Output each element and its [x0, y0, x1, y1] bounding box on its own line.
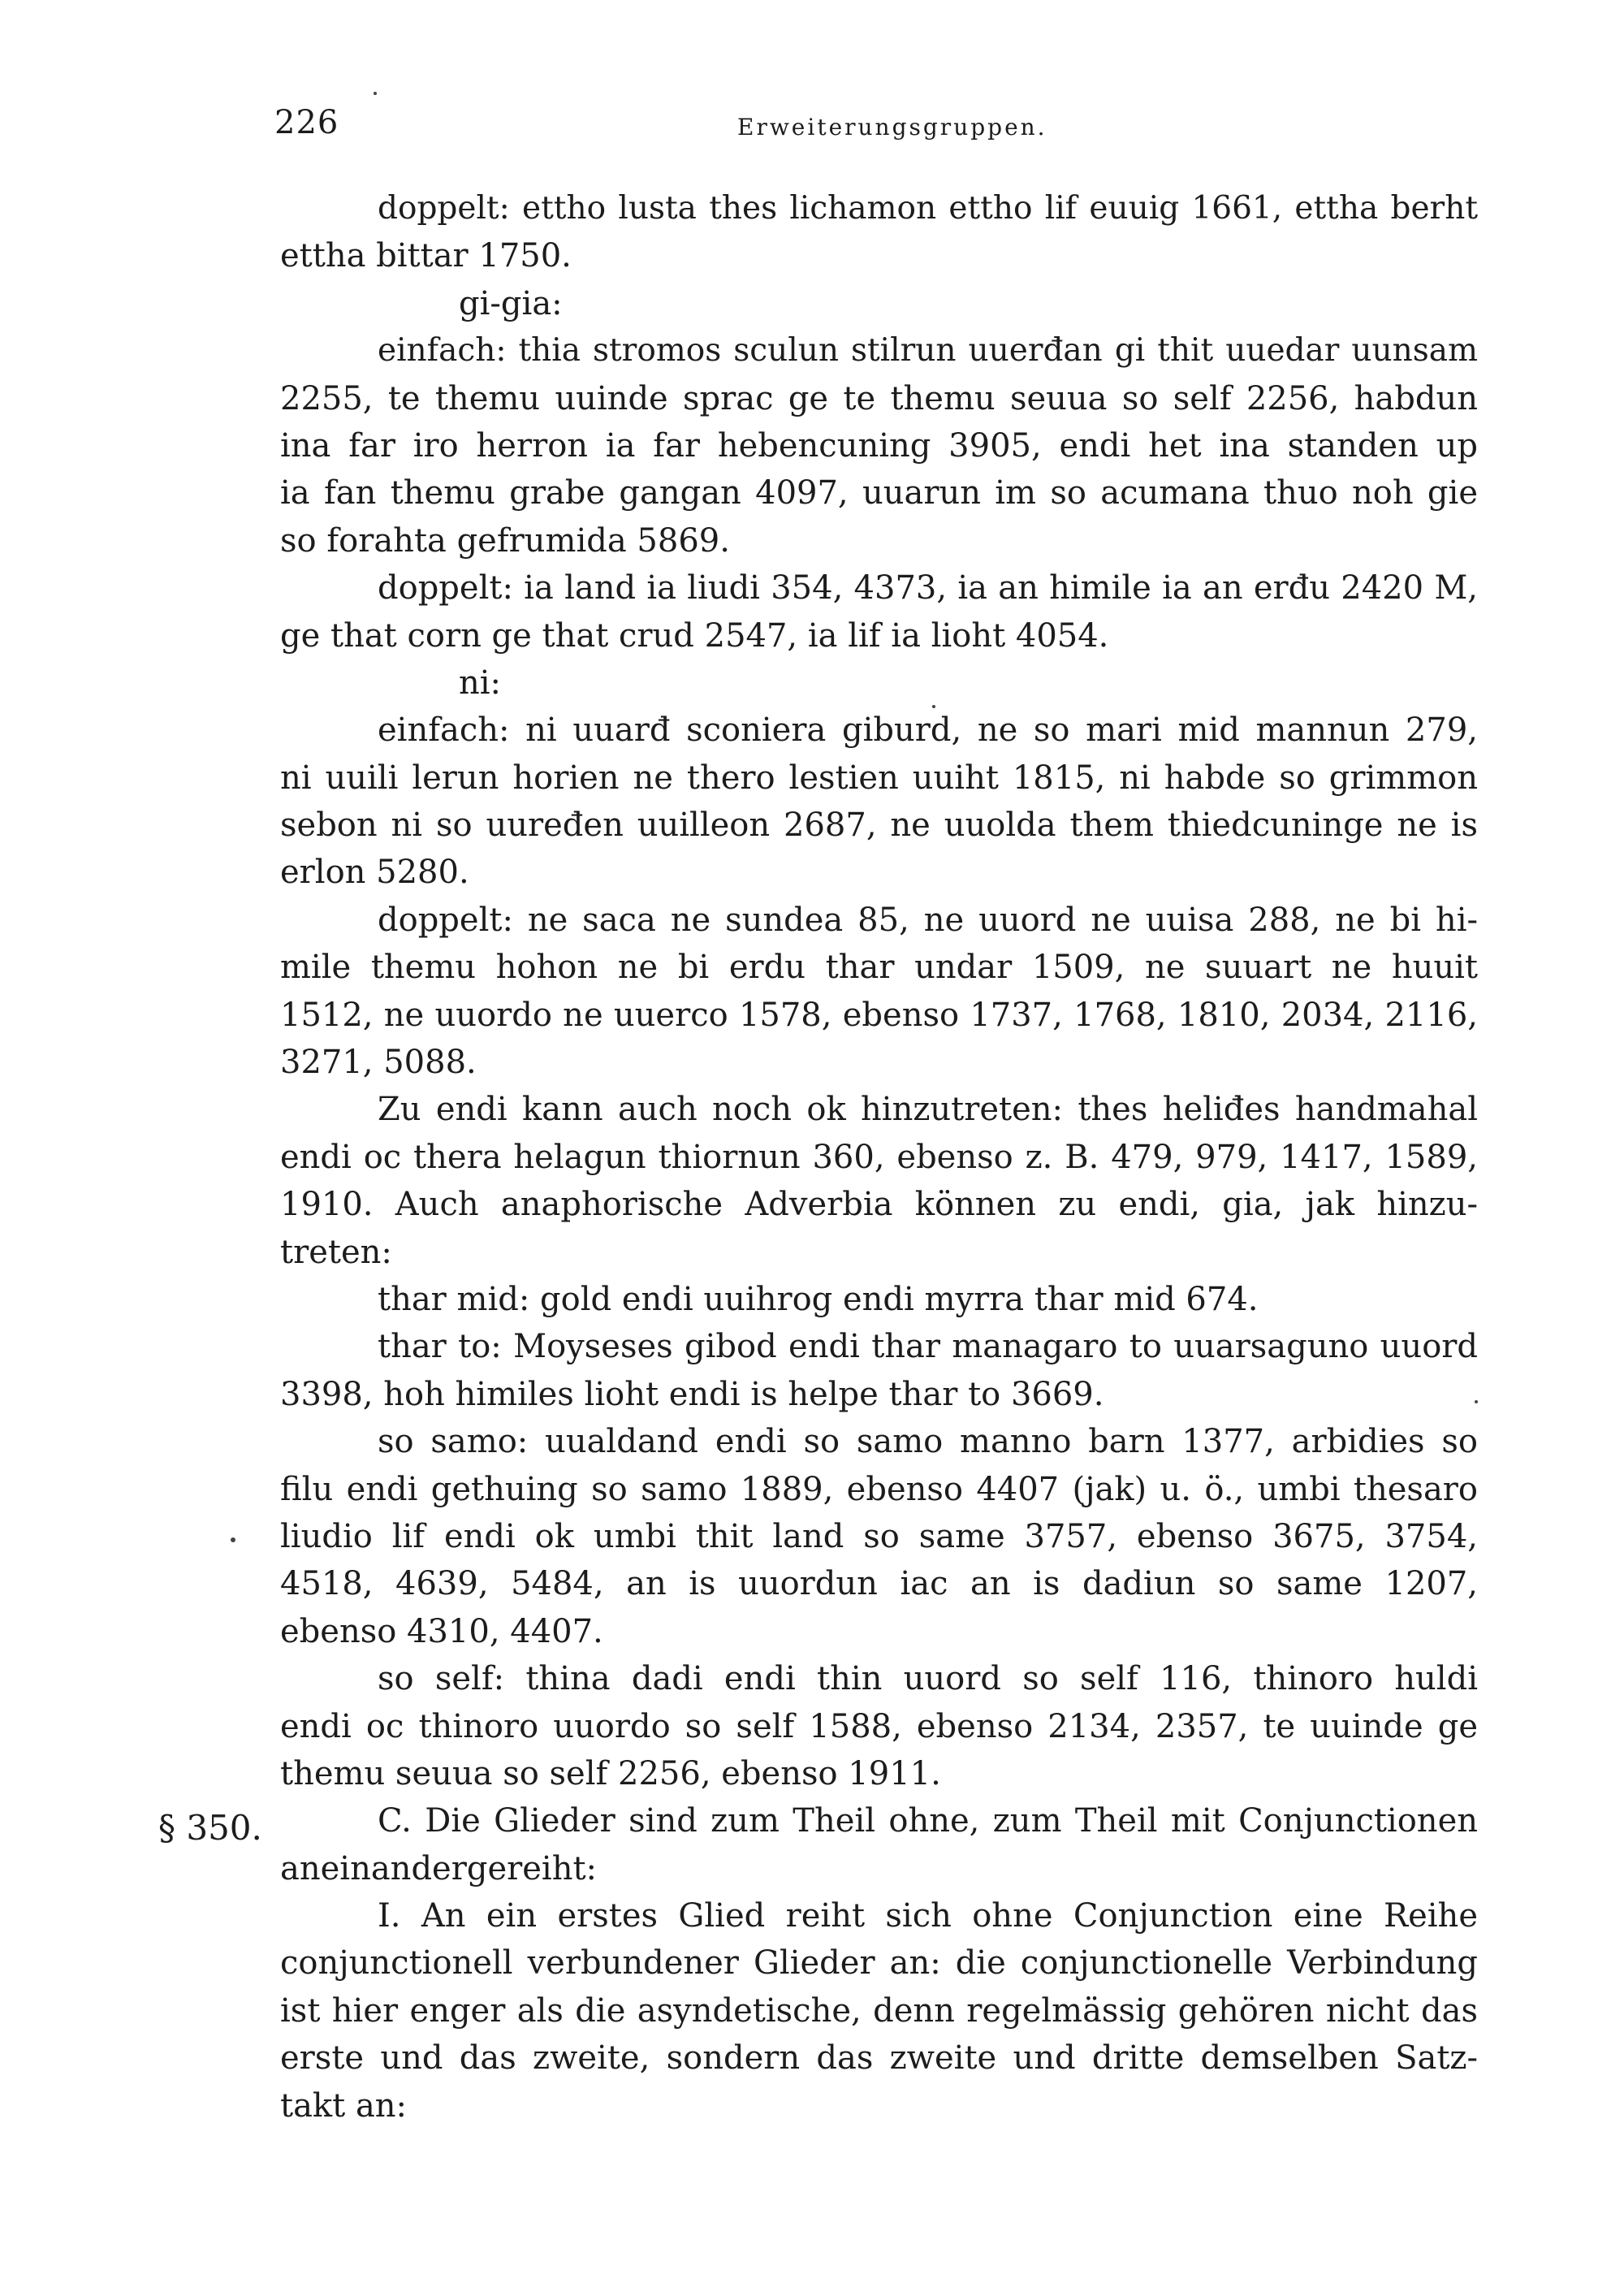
page-header [274, 104, 1478, 153]
text-line: thar to: Moyseses gibod endi thar managaro to uuarsaguno uuord [378, 1328, 1478, 1366]
print-speck [231, 1537, 235, 1542]
text-line: einfach: ni uuarđ sconiera giburd, ne so mari mid mannun 279, [378, 711, 1478, 750]
text-line: doppelt: ia land ia liudi 354, 4373, ia an himile ia an erđu 2420 M, [378, 569, 1478, 608]
page-number: 226 [274, 104, 339, 141]
text-line: so samo: uualdand endi so samo manno barn 1377, arbidies so [378, 1423, 1478, 1461]
section-number: § 350. [158, 1808, 262, 1848]
print-speck [932, 705, 935, 708]
text-line: ia fan themu grabe gangan 4097, uuarun im so acumana thuo noh gie [280, 474, 1478, 512]
text-line: doppelt: ettho lusta thes lichamon ettho lif euuig 1661, ettha berht [378, 190, 1478, 227]
text-line: thar mid: gold endi uuihrog endi myrra thar mid 674. [378, 1280, 1259, 1318]
text-line: 3271, 5088. [280, 1044, 477, 1082]
running-head: Erweiterungsgruppen. [737, 114, 1047, 141]
text-line: erste und das zweite, sondern das zweite und dritte demselben Satz- [280, 2039, 1478, 2078]
text-line: ge that corn ge that crud 2547, ia lif ia lioht 4054. [280, 616, 1109, 655]
text-line: ebenso 4310, 4407. [280, 1612, 603, 1650]
text-line: takt an: [280, 2086, 408, 2125]
text-line: sebon ni so uuređen uuilleon 2687, ne uuolda them thiedcuninge ne is [280, 806, 1478, 845]
text-line: ni uuili lerun horien ne thero lestien uuiht 1815, ni habde so grimmon [280, 759, 1478, 797]
body-text [280, 185, 1478, 2130]
text-line: treten: [280, 1233, 392, 1271]
text-line: endi oc thinoro uuordo so self 1588, ebenso 2134, 2357, te uuinde ge [280, 1707, 1478, 1745]
text-line: endi oc thera helagun thiornun 360, ebenso z. B. 479, 979, 1417, 1589, [280, 1138, 1478, 1176]
text-line: I. An ein erstes Glied reiht sich ohne Conjunction eine Reihe [378, 1897, 1478, 1935]
text-line: C. Die Glieder sind zum Theil ohne, zum Theil mit Conjunctionen [378, 1802, 1478, 1840]
text-line: ni: [459, 664, 502, 702]
text-line: doppelt: ne saca ne sundea 85, ne uuord ne uuisa 288, ne bi hi- [378, 901, 1478, 939]
text-line: so self: thina dadi endi thin uuord so self 116, thinoro huldi [378, 1660, 1478, 1698]
print-speck [374, 92, 377, 95]
text-line: mile themu hohon ne bi erdu thar undar 1509, ne suuart ne huuit [280, 949, 1478, 987]
text-line: gi-gia: [459, 284, 563, 322]
text-line: so forahta gefrumida 5869. [280, 521, 730, 560]
text-line: erlon 5280. [280, 854, 469, 892]
text-line: 3398, hoh himiles lioht endi is helpe thar to 3669. [280, 1375, 1104, 1413]
text-line: liudio lif endi ok umbi thit land so same 3757, ebenso 3675, 3754, [280, 1517, 1478, 1555]
text-line: ina far iro herron ia far hebencuning 3905, endi het ina standen up [280, 426, 1478, 465]
text-line: ettha bittar 1750. [280, 237, 572, 275]
text-line: ist hier enger als die asyndetische, denn regelmässig gehören nicht das [280, 1991, 1478, 2030]
text-line: filu endi gethuing so samo 1889, ebenso 4407 (jak) u. ö., umbi thesaro [280, 1470, 1478, 1508]
text-line: conjunctionell verbundener Glieder an: die conjunctionelle Verbindung [280, 1944, 1478, 1983]
text-line: themu seuua so self 2256, ebenso 1911. [280, 1754, 941, 1792]
text-line: Zu endi kann auch noch ok hinzutreten: thes heliđes handmahal [378, 1091, 1478, 1129]
print-speck [1475, 1400, 1478, 1403]
text-line: 4518, 4639, 5484, an is uuordun iac an is dadiun so same 1207, [280, 1565, 1478, 1603]
text-line: aneinandergereiht: [280, 1849, 598, 1887]
text-line: 1910. Auch anaphorische Adverbia können zu endi, gia, jak hinzu- [280, 1186, 1478, 1224]
text-line: 1512, ne uuordo ne uuerco 1578, ebenso 1737, 1768, 1810, 2034, 2116, [280, 996, 1478, 1034]
text-line: 2255, te themu uuinde sprac ge te themu seuua so self 2256, habdun [280, 379, 1478, 417]
text-line: einfach: thia stromos sculun stilrun uuerđan gi thit uuedar uunsam [378, 332, 1478, 370]
